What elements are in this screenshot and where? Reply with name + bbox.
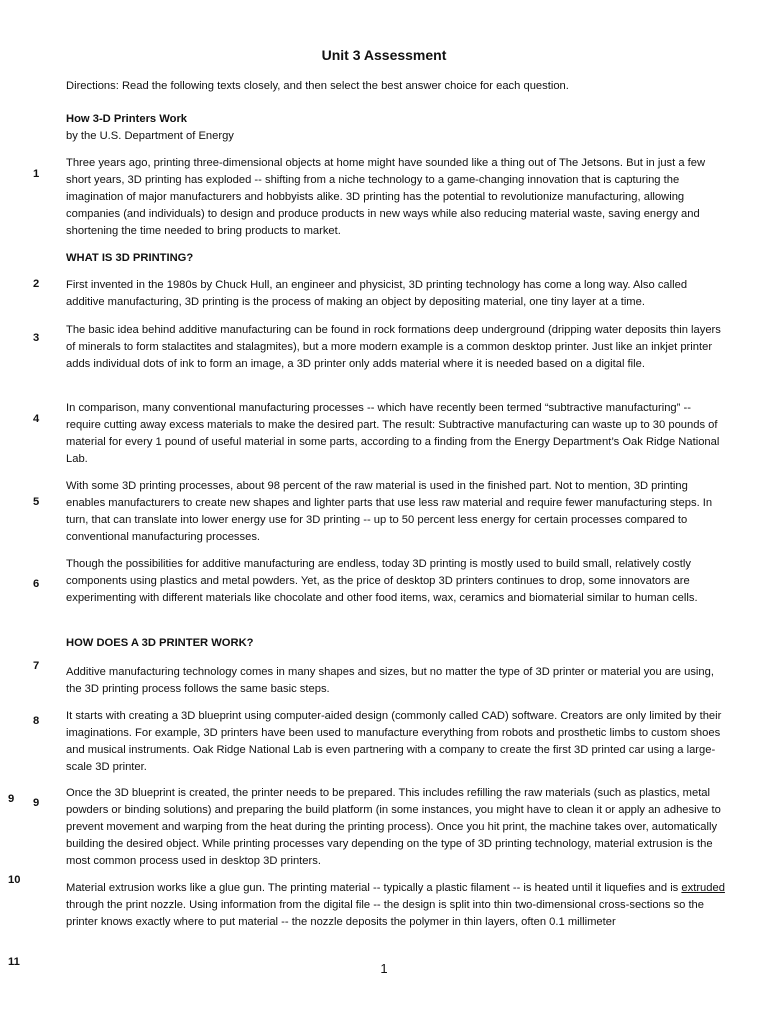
section-heading: HOW DOES A 3D PRINTER WORK? — [66, 637, 254, 649]
paragraph-text: With some 3D printing processes, about 98 percent of the raw material is used in the finished part. Not to mention, 3D printing enables manufacturers to create new shapes and lighter parts that use less raw material and require fewer manufacturing steps. In turn, that can translate into lower energy use for 3D printing -- up to 50 percent less energy for certain processes compared to conventional manufacturing processes. — [66, 480, 713, 543]
margin-number: 10 — [8, 874, 21, 886]
article-title: How 3-D Printers Work — [66, 113, 188, 125]
paragraph-number: 3 — [33, 332, 40, 344]
paragraph-text: Though the possibilities for additive manufacturing are endless, today 3D printing is mostly used to build small, relatively costly components using plastics and metal powders. Yet, as the price of desktop 3D printers continues to drop, some innovators are experimenting with different materials like chocolate and other food items, wax, ceramics and biomaterial similar to human cells. — [66, 558, 698, 604]
paragraph-number: 6 — [33, 578, 40, 590]
margin-number: 9 — [8, 793, 15, 805]
paragraph-text: The basic idea behind additive manufacturing can be found in rock formations deep underground (dripping water deposits thin layers of minerals to form stalactites and stalagmites), but a more modern example is a common desktop printer. Just like an inkjet printer adds individual dots of ink to form an image, a 3D printer only adds material where it is needed based on a digital file. — [66, 324, 721, 370]
paragraph-number: 5 — [33, 496, 40, 508]
text-fragment: Material extrusion works like a glue gun. The printing material -- typically a plastic filament -- is heated until it liquefies and is — [66, 882, 682, 894]
paragraph-text: Additive manufacturing technology comes in many shapes and sizes, but no matter the type of 3D printer or material you are using, the 3D printing process follows the same basic steps. — [66, 666, 714, 695]
paragraph-number: 1 — [33, 168, 40, 180]
paragraph-number: 7 — [33, 660, 40, 672]
underlined-term: extruded — [681, 882, 725, 894]
page-title: Unit 3 Assessment — [321, 47, 447, 63]
page-number: 1 — [380, 961, 388, 976]
paragraph-text: In comparison, many conventional manufacturing processes -- which have recently been termed “subtractive manufacturing” -- require cutting away excess materials to make the desired part. The result: Subtractive manufacturing can waste up to 30 pounds of material for every 1 pound of useful material in some parts, according to a finding from the Energy Department’s Oak Ridge National Lab. — [66, 402, 720, 465]
paragraph-text: It starts with creating a 3D blueprint using computer-aided design (commonly called CAD) software. Creators are only limited by their imaginations. For example, 3D printers have been used to manufacture everything from robots and prosthetic limbs to custom shoes and musical instruments. Oak Ridge National Lab is even partnering with a company to create the first 3D printed car using a large-scale 3D printer. — [66, 710, 722, 773]
paragraph-number: 4 — [33, 413, 40, 425]
directions-text: Directions: Read the following texts closely, and then select the best answer choice for each question. — [66, 80, 569, 92]
section-heading: WHAT IS 3D PRINTING? — [66, 252, 194, 264]
margin-number: 11 — [8, 956, 20, 968]
paragraph-text: Three years ago, printing three-dimensional objects at home might have sounded like a thing out of The Jetsons. But in just a few short years, 3D printing has exploded -- shifting from a niche technology to a game-changing innovation that is capturing the imagination of major manufacturers and hobbyists alike. 3D printing has the potential to revolutionize manufacturing, allowing companies (and individuals) to design and produce products in new ways while also reducing material waste, saving energy and shortening the time needed to bring products to market. — [66, 157, 706, 237]
text-fragment: through the print nozzle. Using information from the digital file -- the design is split into thin two-dimensional cross-sections so the printer knows exactly where to put material -- the nozzle deposits the polymer in thin layers, often 0.1 millimeter — [66, 899, 704, 928]
paragraph-number: 2 — [33, 278, 40, 290]
paragraph-text: First invented in the 1980s by Chuck Hull, an engineer and physicist, 3D printing technology has come a long way. Also called additive manufacturing, 3D printing is the process of making an object by depositing material, one tiny layer at a time. — [66, 279, 688, 308]
paragraph-number: 9 — [33, 797, 40, 809]
paragraph-text — [66, 880, 726, 931]
article-byline: by the U.S. Department of Energy — [66, 130, 234, 142]
paragraph-text: Once the 3D blueprint is created, the printer needs to be prepared. This includes refilling the raw materials (such as plastics, metal powders or binding solutions) and preparing the build platform (in some instances, you might have to clean it or apply an adhesive to prevent movement and warping from the heat during the printing process). Once you hit print, the machine takes over, automatically building the desired object. While printing processes vary depending on the type of 3D printing technology, material extrusion is the most common process used in desktop 3D printers. — [66, 787, 721, 867]
paragraph-number: 8 — [33, 715, 40, 727]
